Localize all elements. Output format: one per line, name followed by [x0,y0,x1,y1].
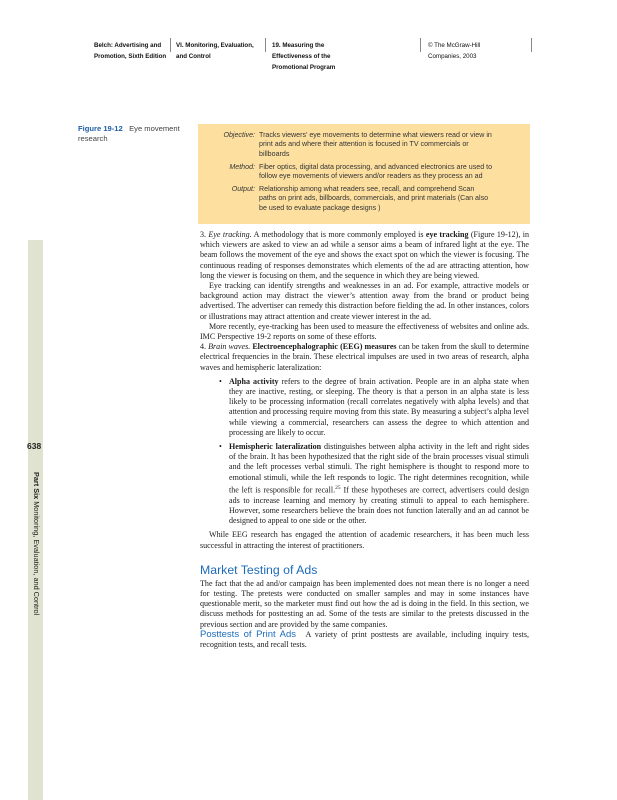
body-text [200,230,529,650]
list-item: • Alpha activity refers to the degree of brain activation. People are in an alpha state when they are inactive, resting, or sleeping. The theory is that a person in an alpha state is less likely to be processing information (recall correlates negatively with alpha levels) and that attention and processing require moving from this state. By measuring a subject’s alpha level while viewing a commercial, researchers can assess the degree to which attention and processing are likely to occur. [219,376,529,437]
figure-text-output: Relationship among what readers see, recall, and comprehend Scan paths on print ads, billboards, commercials, and print materials (Can also be used to evaluate package designs ) [259,185,489,212]
figure-number: Figure 19-12 [78,124,123,133]
header-chapter-title: 19. Measuring the Effectiveness of the Promotional Program [272,42,336,71]
paragraph-eye-tracking: 3. Eye tracking. A methodology that is more commonly employed is eye tracking (Figure 19-12), in which viewers are asked to view an ad while a sensor aims a beam of infrared light at the eye. The beam follows the movement of the eye and shows the exact spot on which the viewer is focusing. The continuous reading of responses demonstrates which elements of the ad are attracting attention, how long the viewer is focusing on them, and the sequence in which they are being viewed. [200,230,530,280]
list-item: • Hemispheric lateralization distinguishes between alpha activity in the left and right sides of the brain. It has been hypothesized that the right side of the brain processes visual stimuli and the left processes verbal stimuli. The right hemisphere is thought to respond more to emotional stimuli, while the left responds to logic. The right determines recognition, while the left is responsible for recall.$^{25}$ If these hypotheses are correct, advertisers could design ads to increase learning and memory by creating stimuli to appeal to each hemisphere. However, some researchers believe the brain does not function laterally and an ad cannot be designed to appeal to one side or the other. [219,442,530,526]
header-part-title: VI. Monitoring, Evaluation, and Control [176,42,254,60]
page-number: 638 [27,441,42,451]
figure-caption-text: Eye movement research [78,124,180,143]
header-divider [170,38,171,52]
paragraph: More recently, eye-tracking has been used to measure the effectiveness of websites and online ads. IMC Perspective 19-2 reports on some of these efforts. [200,321,529,342]
paragraph: While EEG research has engaged the attention of academic researchers, it has been much less successful in attracting the interest of practitioners. [200,530,529,550]
footnote-ref: 25 [335,484,341,491]
bullet-list [200,377,529,527]
subsection-heading: Posttests of Print Ads [200,628,297,640]
paragraph: The fact that the ad and/or campaign has been implemented does not mean there is no longer a need for testing. The pretests were conducted on smaller samples and may in some instances have questionable merit, so the marketer must find out how the ad is doing in the field. In this section, we discuss methods for posttesting an ad. Some of the tests are similar to the pretests discussed in the previous section and are provided by the same companies. [200,578,529,629]
paragraph: Eye tracking can identify strengths and weaknesses in an ad. For example, attractive models or background action may distract the viewer’s attention away from the brand or product being advertised. The advertiser can remedy this distraction before fielding the ad. In other instances, colors or illustrations may attract attention and create viewer interest in the ad. [200,281,529,321]
header-copyright: © The McGraw-Hill Companies, 2003 [428,42,481,60]
part-running-title: Part Six Monitoring, Evaluation, and Control [32,472,41,616]
section-heading: Market Testing of Ads [200,562,318,577]
paragraph-brain-waves: 4. Brain waves. Electroencephalographic (EEG) measures can be taken from the skull to determine electrical frequencies in the brain. These electrical impulses are used in two areas of research, alpha waves and hemispheric lateralization: [200,342,529,372]
figure-text-objective: Tracks viewers’ eye movements to determine what viewers read or view in print ads and where their attention is focused in TV commercials or billboards [259,131,492,158]
figure-label-objective: Objective: [223,131,255,139]
figure-caption [78,124,188,144]
header-divider [420,38,421,52]
figure-text-method: Fiber optics, digital data processing, and advanced electronics are used to follow eye movements of viewers and/or readers as they process an ad [259,163,493,181]
header-book-title: Belch: Advertising and Promotion, Sixth Edition [94,42,167,60]
figure-label-method: Method: [229,163,255,171]
header-divider [531,38,532,52]
figure-label-output: Output: [231,185,255,193]
paragraph-posttests: Posttests of Print Ads A variety of print posttests are available, including inquiry tests, recognition tests, and recall tests. [200,628,529,649]
header-divider [265,38,266,52]
